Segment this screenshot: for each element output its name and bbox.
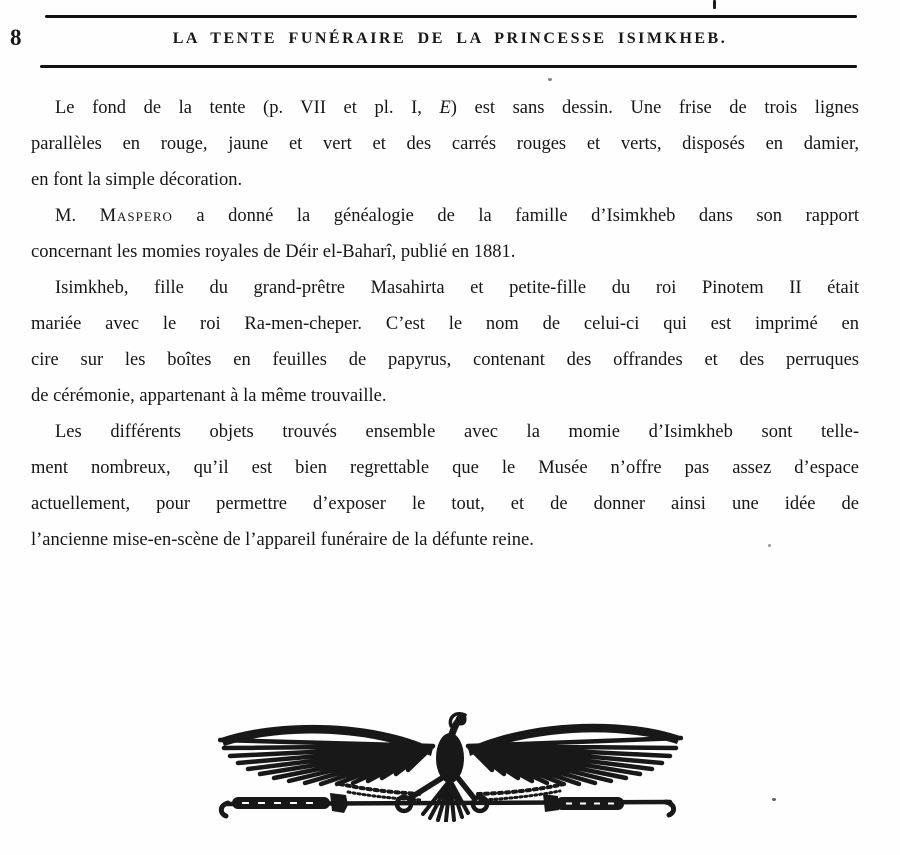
text-segment: a donné la généalogie de la famille d’Isimkheb dans son rapport: [172, 206, 859, 226]
text-segment: ) est sans dessin. Une frise de trois lignes: [450, 98, 859, 118]
text-segment: Isimkheb, fille du grand-prêtre Masahirta et petite-fille du roi Pinotem II était: [55, 278, 859, 298]
text-segment: cire sur les boîtes en feuilles de papyrus, contenant des offrandes et des perruques: [31, 350, 859, 370]
text-segment: en font la simple décoration.: [31, 170, 243, 190]
text-block: [31, 90, 859, 558]
text-line: [31, 306, 859, 342]
text-segment: Les différents objets trouvés ensemble avec la momie d’Isimkheb sont telle-: [55, 422, 859, 442]
text-segment: M.: [55, 206, 100, 226]
text-segment: l’ancienne mise-en-scène de l’appareil funéraire de la défunte reine.: [31, 530, 534, 550]
header-rule-bottom: [40, 65, 857, 68]
text-line: [31, 126, 859, 162]
paragraph: [31, 90, 859, 198]
text-segment: de cérémonie, appartenant à la même trouvaille.: [31, 386, 387, 406]
text-segment: concernant les momies royales de Déir el-Baharî, publié en 1881.: [31, 242, 516, 262]
scan-speck: [768, 544, 771, 547]
header-rule-top: [45, 15, 857, 18]
text-line: [31, 90, 859, 126]
scan-speck: [548, 78, 552, 81]
page-number: 8: [10, 25, 23, 50]
text-line: [31, 414, 859, 450]
text-line: [31, 486, 859, 522]
text-line: [31, 378, 859, 414]
running-title: LA TENTE FUNÉRAIRE DE LA PRINCESSE ISIMKHEB.: [172, 30, 728, 47]
text-line: [31, 162, 859, 198]
text-segment: actuellement, pour permettre d’exposer le tout, et de donner ainsi une idée de: [31, 494, 859, 514]
text-segment: parallèles en rouge, jaune et vert et des carrés rouges et verts, disposés en damier,: [31, 134, 859, 154]
text-segment-italic: E: [439, 98, 451, 118]
scan-mark-top: [713, 0, 716, 9]
text-line: [31, 450, 859, 486]
scan-speck: [772, 798, 776, 801]
text-line: [31, 198, 859, 234]
paragraph: [31, 270, 859, 414]
text-line: [31, 234, 859, 270]
text-segment-smallcaps: Maspero: [99, 206, 173, 226]
text-line: [31, 342, 859, 378]
paragraph: [31, 198, 859, 270]
text-segment: Le fond de la tente (p. VII et pl. I,: [55, 98, 440, 118]
paragraph: [31, 414, 859, 558]
text-line: [31, 270, 859, 306]
text-segment: mariée avec le roi Ra-men-cheper. C’est le nom de celui-ci qui est imprimé en: [31, 314, 859, 334]
text-line: [31, 522, 859, 558]
winged-vulture-vignette-icon: [218, 710, 683, 822]
text-segment: ment nombreux, qu’il est bien regrettable que le Musée n’offre pas assez d’espace: [31, 458, 859, 478]
